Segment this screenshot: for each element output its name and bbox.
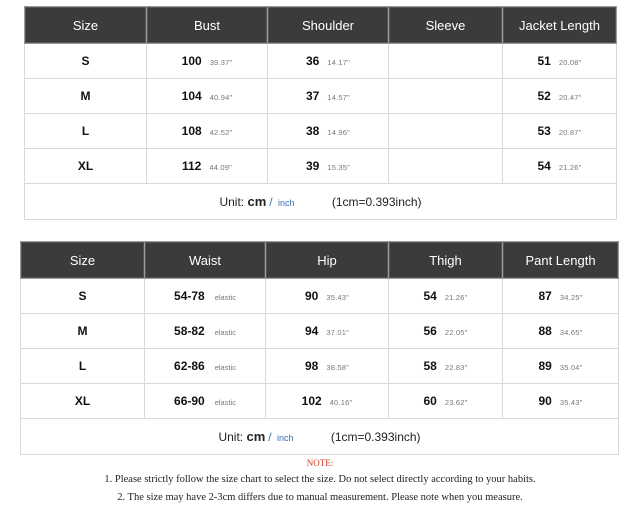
table-row bbox=[25, 149, 617, 184]
waist-note: elastic bbox=[214, 293, 236, 302]
thigh-cell bbox=[389, 349, 503, 384]
shoulder-cell bbox=[268, 114, 389, 149]
unit-conversion: (1cm=0.393inch) bbox=[330, 430, 421, 444]
hip-cell bbox=[266, 279, 389, 314]
shoulder-cell bbox=[268, 149, 389, 184]
sleeve-cell bbox=[389, 44, 503, 79]
waist-note: elastic bbox=[214, 398, 236, 407]
hip-cm: 94 bbox=[305, 324, 319, 338]
shoulder-cm: 39 bbox=[306, 159, 320, 173]
hip-inch: 37.01" bbox=[326, 328, 349, 337]
header-pant-length: Pant Length bbox=[503, 242, 619, 279]
bust-inch: 39.37" bbox=[209, 58, 233, 67]
sleeve-cell bbox=[389, 114, 503, 149]
waist-cm: 54-78 bbox=[174, 289, 205, 303]
pant-size-table bbox=[20, 241, 619, 455]
bust-inch: 42.52" bbox=[209, 128, 233, 137]
shoulder-cell bbox=[268, 79, 389, 114]
waist-cm: 66-90 bbox=[174, 394, 205, 408]
length-cell bbox=[503, 279, 619, 314]
jacket-header-row bbox=[25, 7, 617, 44]
length-inch: 35.43" bbox=[559, 398, 583, 407]
thigh-cm: 54 bbox=[423, 289, 437, 303]
size-cell: XL bbox=[21, 384, 145, 419]
bust-cell bbox=[147, 149, 268, 184]
table-row bbox=[21, 349, 619, 384]
header-size: Size bbox=[25, 7, 147, 44]
sleeve-cell bbox=[389, 149, 503, 184]
bust-cell bbox=[147, 79, 268, 114]
bust-inch: 44.09" bbox=[209, 163, 232, 172]
unit-row bbox=[21, 419, 619, 455]
waist-cell bbox=[145, 384, 266, 419]
length-inch: 34.65" bbox=[559, 328, 583, 337]
hip-cell bbox=[266, 314, 389, 349]
length-cm: 51 bbox=[537, 54, 551, 68]
header-shoulder: Shoulder bbox=[268, 7, 389, 44]
length-cell bbox=[503, 149, 617, 184]
hip-inch: 35.43" bbox=[326, 293, 349, 302]
header-bust: Bust bbox=[147, 7, 268, 44]
waist-cell bbox=[145, 314, 266, 349]
thigh-cm: 58 bbox=[423, 359, 437, 373]
table-row bbox=[25, 114, 617, 149]
header-waist: Waist bbox=[145, 242, 266, 279]
unit-inch: inch bbox=[277, 198, 295, 208]
shoulder-cell bbox=[268, 44, 389, 79]
table-row bbox=[25, 79, 617, 114]
size-cell: XL bbox=[25, 149, 147, 184]
unit-cm: cm bbox=[246, 429, 266, 444]
length-cm: 88 bbox=[538, 324, 552, 338]
length-cm: 90 bbox=[538, 394, 552, 408]
table-row bbox=[21, 279, 619, 314]
unit-inch: inch bbox=[276, 433, 294, 443]
bust-cm: 104 bbox=[181, 89, 202, 103]
size-cell: L bbox=[21, 349, 145, 384]
length-cm: 87 bbox=[538, 289, 552, 303]
length-cell bbox=[503, 314, 619, 349]
length-inch: 35.04" bbox=[559, 363, 583, 372]
size-cell: S bbox=[25, 44, 147, 79]
thigh-cell bbox=[389, 384, 503, 419]
shoulder-inch: 14.17" bbox=[327, 58, 350, 67]
unit-cm: cm bbox=[247, 194, 267, 209]
shoulder-cm: 37 bbox=[306, 89, 320, 103]
note-line-1: 1. Please strictly follow the size chart to select the size. Do not select directly according to your habits. bbox=[104, 474, 536, 485]
thigh-inch: 21.26" bbox=[444, 293, 468, 302]
shoulder-inch: 15.35" bbox=[327, 163, 350, 172]
length-cell bbox=[503, 384, 619, 419]
waist-cell bbox=[145, 349, 266, 384]
length-inch: 20.47" bbox=[558, 93, 582, 102]
table-row bbox=[25, 44, 617, 79]
note-line-2: 2. The size may have 2-3cm differs due to manual measurement. Please note when you measure. bbox=[117, 492, 523, 503]
waist-cm: 58-82 bbox=[174, 324, 205, 338]
length-cell bbox=[503, 349, 619, 384]
thigh-inch: 22.05" bbox=[444, 328, 468, 337]
waist-cm: 62-86 bbox=[174, 359, 205, 373]
header-jacket-length: Jacket Length bbox=[503, 7, 617, 44]
table-row bbox=[21, 314, 619, 349]
hip-cm: 90 bbox=[305, 289, 319, 303]
thigh-cm: 60 bbox=[423, 394, 437, 408]
unit-slash: / bbox=[269, 195, 273, 209]
header-hip: Hip bbox=[266, 242, 389, 279]
hip-cm: 98 bbox=[305, 359, 319, 373]
size-cell: S bbox=[21, 279, 145, 314]
waist-cell bbox=[145, 279, 266, 314]
length-inch: 20.87" bbox=[558, 128, 582, 137]
shoulder-inch: 14.57" bbox=[327, 93, 350, 102]
hip-cell bbox=[266, 384, 389, 419]
bust-inch: 40.94" bbox=[209, 93, 233, 102]
pant-header-row bbox=[21, 242, 619, 279]
hip-cell bbox=[266, 349, 389, 384]
size-cell: L bbox=[25, 114, 147, 149]
size-cell: M bbox=[25, 79, 147, 114]
bust-cm: 112 bbox=[182, 159, 202, 173]
unit-cell bbox=[21, 419, 619, 455]
unit-cell bbox=[25, 184, 617, 220]
thigh-cm: 56 bbox=[423, 324, 437, 338]
unit-label: Unit: bbox=[219, 195, 245, 209]
size-cell: M bbox=[21, 314, 145, 349]
length-cm: 52 bbox=[537, 89, 551, 103]
waist-note: elastic bbox=[214, 363, 236, 372]
unit-label: Unit: bbox=[218, 430, 244, 444]
thigh-inch: 23.62" bbox=[444, 398, 468, 407]
thigh-inch: 22.83" bbox=[444, 363, 468, 372]
unit-row bbox=[25, 184, 617, 220]
shoulder-cm: 38 bbox=[306, 124, 320, 138]
jacket-size-table bbox=[24, 6, 617, 220]
length-inch: 34.25" bbox=[559, 293, 583, 302]
bust-cell bbox=[147, 44, 268, 79]
shoulder-inch: 14.96" bbox=[327, 128, 350, 137]
hip-inch: 38.58" bbox=[326, 363, 349, 372]
header-thigh: Thigh bbox=[389, 242, 503, 279]
table-row bbox=[21, 384, 619, 419]
header-size: Size bbox=[21, 242, 145, 279]
hip-cm: 102 bbox=[301, 394, 322, 408]
waist-note: elastic bbox=[214, 328, 236, 337]
length-cm: 53 bbox=[537, 124, 551, 138]
length-cell bbox=[503, 114, 617, 149]
bust-cell bbox=[147, 114, 268, 149]
unit-conversion: (1cm=0.393inch) bbox=[331, 195, 422, 209]
length-cm: 89 bbox=[538, 359, 552, 373]
length-cell bbox=[503, 44, 617, 79]
length-cell bbox=[503, 79, 617, 114]
bust-cm: 100 bbox=[181, 54, 202, 68]
hip-inch: 40.16" bbox=[329, 398, 353, 407]
header-sleeve: Sleeve bbox=[389, 7, 503, 44]
length-inch: 21.26" bbox=[558, 163, 582, 172]
sleeve-cell bbox=[389, 79, 503, 114]
thigh-cell bbox=[389, 279, 503, 314]
unit-slash: / bbox=[268, 430, 272, 444]
shoulder-cm: 36 bbox=[306, 54, 320, 68]
bust-cm: 108 bbox=[181, 124, 202, 138]
note-title: NOTE: bbox=[306, 458, 334, 468]
thigh-cell bbox=[389, 314, 503, 349]
length-cm: 54 bbox=[537, 159, 551, 173]
length-inch: 20.08" bbox=[558, 58, 582, 67]
